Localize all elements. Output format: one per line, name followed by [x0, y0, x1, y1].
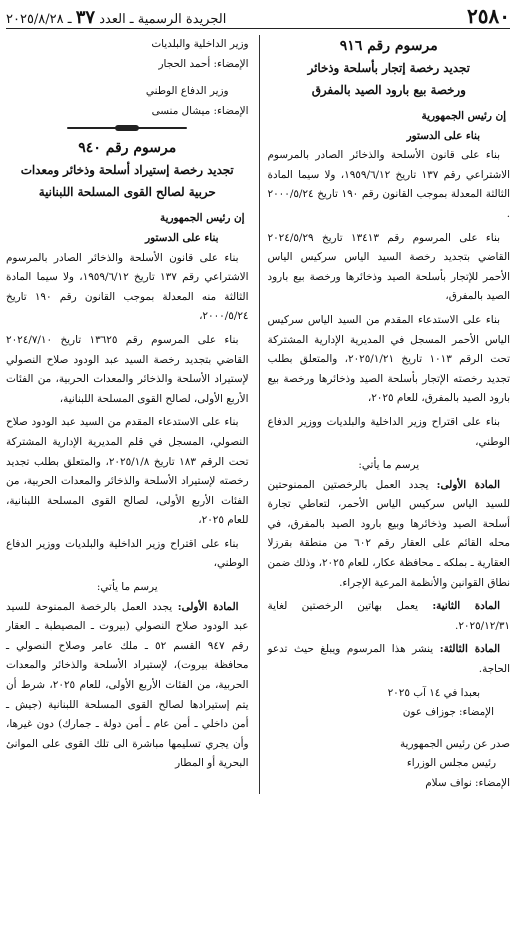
- president-intro: إن رئيس الجمهورية: [421, 110, 506, 122]
- decrees-heading-2: يرسم ما يأتي:: [96, 581, 158, 594]
- signature-defense: الإمضاء: ميشال منسى: [151, 104, 249, 117]
- interior-minister-title: وزير الداخلية والبلديات: [151, 38, 249, 50]
- article-3-text: ينشر هذا المرسوم ويبلغ حيث تدعو الحاجة.: [267, 643, 510, 676]
- gazette-name: الجريدة الرسمية ـ العدد: [99, 12, 227, 27]
- president-intro-2: إن رئيس الجمهورية: [160, 212, 245, 225]
- issue-number: ٣٧: [75, 7, 96, 28]
- decree-916-title: مرسوم رقم ٩١٦: [339, 38, 438, 54]
- page-header: [6, 0, 510, 29]
- two-columns: [6, 35, 510, 794]
- signature-interior: الإمضاء: أحمد الحجار: [158, 57, 249, 70]
- prime-minister-title: رئيس مجلس الوزراء: [406, 757, 496, 770]
- recital-2-1: بناء على قانون الأسلحة والذخائر الصادر بالمرسوم الاشتراعي رقم ١٣٧ تاريخ ١٩٥٩/٦/١٢، ولا سيما المادة الثالثة منه المعدلة بموجب القانون رقم ١٩٠ تاريخ ٢٠٠٠/٥/٢٤،: [6, 251, 249, 323]
- recital-2-3: بناء على الاستدعاء المقدم من السيد عبد الودود صلاح النصولي، المسجل في قلم المديرية الإدارية المشتركة تحت الرقم ١٨٣ تاريخ ٢٠٢٥/١/٨، والمتعلق بطلب تجديد رخصته لإستيراد الأسلحة والذخائر والمعدات الحربية، من الفئات الأربع الأولى، لصالح القوى المسلحة اللبنانية، للعام ٢٠٢٥،: [6, 416, 249, 527]
- article-2-1-text: يجدد العمل بالرخصة الممنوحة للسيد عبد الودود صلاح النصولي (بيروت ـ المصيطبة ـ العقار رقم ٩٤٧ القسم ٥٢ ـ ملك عامر وصلاح النصولي ـ محافظة بيروت)، لإستيراد الأسلحة والذخائر والمعدات الحربية، من الفئات الأربع الأولى، للعام ٢٠٢٥، شرط أن يتم إستيرادها لصالح القوى المسلحة اللبنانية (جيش ـ أمن داخلي ـ أمن عام ـ أمن دولة ـ جمارك) دون غيرها، وأن يجري تسليمها مباشرة الى تلك القوى على الموانئ البحرية أو المطار: [6, 600, 249, 770]
- decree-916-subject-1: تجديد رخصة إتجار بأسلحة وذخائر: [307, 61, 470, 75]
- column-left: [6, 35, 259, 794]
- article-3: [268, 640, 511, 679]
- recital-2: بناء على المرسوم رقم ١٣٤١٣ تاريخ ٢٠٢٤/٥/٢٩ القاضي بتجديد رخصة السيد الياس سركيس الياس الأحمر للإتجار بأسلحة الصيد وذخائرها ورخصة بيع بارود الصيد بالمفرق،: [267, 231, 510, 303]
- article-1: [268, 476, 511, 594]
- page-number: ٢٥٨٠: [467, 4, 510, 28]
- recital-4: بناء على اقتراح وزير الداخلية والبلديات ووزير الدفاع الوطني،: [267, 415, 510, 448]
- issued-by: صدر عن رئيس الجمهورية: [399, 737, 510, 750]
- article-2-text: يعمل بهاتين الرخصتين لغاية ٢٠٢٥/١٢/٣١.: [267, 600, 510, 632]
- decree-940-title: مرسوم رقم ٩٤٠: [78, 140, 177, 157]
- place-date: بعبدا في ١٤ آب ٢٠٢٥: [387, 686, 480, 699]
- signature-prime-minister: الإمضاء: نواف سلام: [425, 777, 510, 789]
- recital-1: بناء على قانون الأسلحة والذخائر الصادر بالمرسوم الاشتراعي رقم ١٣٧ تاريخ ١٩٥٩/٦/١٢، ولا سيما المادة الثالثة المعدلة بموجب القانون رقم ١٩٠ تاريخ ٢٠٠٠/٥/٢٤ .: [267, 149, 510, 220]
- gazette-info: [6, 7, 226, 28]
- decree-940-subject-1: تجديد رخصة إستيراد أسلحة وذخائر ومعدات: [20, 163, 234, 178]
- recital-2-2: بناء على المرسوم رقم ١٣٦٢٥ تاريخ ٢٠٢٤/٧/١٠ القاضي بتجديد رخصة السيد عبد الودود صلاح النصولي لإستيراد الأسلحة والذخائر والمعدات الحربية، من الفئات الأربع الأولى، لصالح القوى المسلحة اللبنانية،: [6, 333, 249, 405]
- based-constitution-2: بناء على الدستور: [145, 231, 219, 244]
- article-3-label: المادة الثالثة:: [439, 643, 501, 656]
- decree-940-subject-2: حربية لصالح القوى المسلحة اللبنانية: [38, 185, 216, 200]
- section-divider: [67, 125, 187, 131]
- signature-president: الإمضاء: جوزاف عون: [402, 706, 494, 719]
- recital-3: بناء على الاستدعاء المقدم من السيد الياس سركيس الياس الأحمر المسجل في المديرية الإدارية المشتركة تحت الرقم ١٠١٣ تاريخ ٢٠٢٥/١/٢١، والمتعلق بطلب تجديد رخصته الإتجار بأسلحة الصيد وذخائرها ورخصة بيع بارود الصيد بالمفرق، للعام ٢٠٢٥،: [267, 313, 510, 405]
- article-2-label: المادة الثانية:: [432, 600, 500, 613]
- article-2-1-label: المادة الأولى:: [177, 600, 239, 613]
- recital-2-4: بناء على اقتراح وزير الداخلية والبلديات ووزير الدفاع الوطني،: [6, 537, 249, 570]
- article-1-label: المادة الأولى:: [436, 478, 500, 491]
- article-2-1: [6, 598, 249, 774]
- defense-minister-title: وزير الدفاع الوطني: [145, 85, 229, 98]
- issue-date: ـ ٢٠٢٥/٨/٢٨: [6, 12, 72, 27]
- article-1-text: يجدد العمل بالرخصتين الممنوحتين للسيد الياس سركيس الياس الأحمر، لتعاطي تجارة أسلحة الصيد وذخائرها وبيع بارود الصيد بالمفرق، في محله القائم على العقار رقم ٦٠٢ من منطقة بقرزلا العقارية ـ بملكه ـ محافظة عكار، للعام ٢٠٢٥، وذلك ضمن نطاق القوانين والأنظمة المرعية الإجراء.: [267, 478, 510, 589]
- decrees-heading: يرسم ما يأتي:: [358, 459, 420, 472]
- column-right: [259, 35, 511, 794]
- article-2: [268, 597, 511, 636]
- decree-916-subject-2: ورخصة بيع بارود الصيد بالمفرق: [311, 83, 466, 97]
- based-constitution: بناء على الدستور: [406, 129, 480, 142]
